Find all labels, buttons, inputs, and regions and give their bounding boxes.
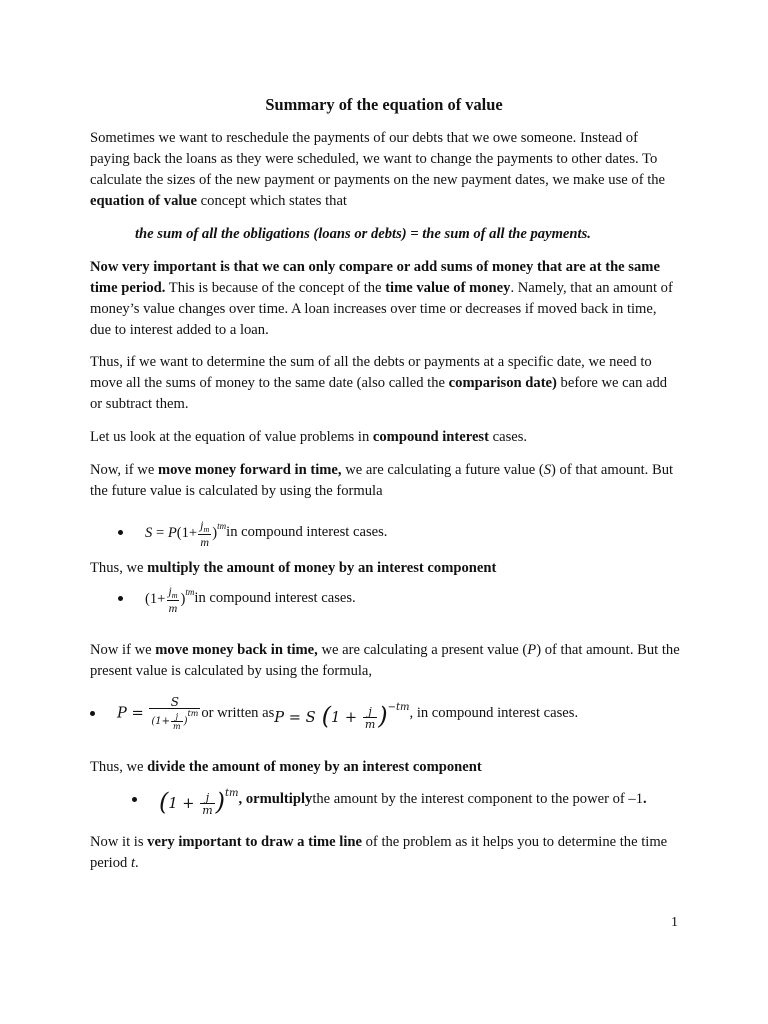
equation-of-value-statement: the sum of all the obligations (loans or debts) = the sum of all the payments.	[135, 226, 591, 242]
present-value-formula-bullet: P = S (1+ $\frac{j}{m}$ )$^{tm}$ or written as P = S (1 + $\frac{j}{m}$ )$^{-tm}$ , in compound interest cases.	[90, 696, 578, 731]
future-value-formula-bullet: S = P(1+ $\frac{j_m}{m}$ )$^{tm}$ in compound interest cases.	[118, 516, 387, 548]
divide-formula-bullet: (1 + $\frac{j}{m}$ )$^{tm}$ , or multiply the amount by the interest component to the power of –1 .	[132, 783, 647, 816]
compound-interest-paragraph: Let us look at the equation of value problems in compound interest cases.	[90, 429, 528, 445]
bullet-dot	[118, 530, 123, 535]
intro-paragraph: Sometimes we want to reschedule the payments of our debts that we owe someone. Instead of paying back the loans as they were scheduled, we want to change the payments to other dates. To calculate the sizes of the new payment or payments on the new payment dates, we make use of the equation of value concept which states that	[90, 130, 666, 209]
present-value-formula-alt: P = S (1 + $\frac{j}{m}$ )$^{-tm}$	[274, 701, 410, 731]
bullet-dot	[132, 797, 137, 802]
multiply-paragraph: Thus, we multiply the amount of money by an interest component	[90, 560, 497, 576]
comparison-date-paragraph: Thus, if we want to determine the sum of all the debts or payments at a specific date, we need to move all the sums of money to the same date (also called the comparison date) before we can add or subtract them.	[90, 354, 668, 412]
time-line-paragraph: Now it is very important to draw a time line of the problem as it helps you to determine the time period t.	[90, 834, 668, 871]
present-value-paragraph: Now if we move money back in time, we are calculating a present value (P) of that amount. But the present value is calculated by using the formula,	[90, 642, 680, 679]
future-value-formula: S = P(1+ $\frac{j_m}{m}$ )$^{tm}$	[145, 518, 227, 550]
divide-paragraph: Thus, we divide the amount of money by an interest component	[90, 759, 482, 775]
divide-interest-component-formula: (1 + $\frac{j}{m}$ )$^{tm}$	[159, 788, 239, 817]
bullet-dot	[118, 596, 123, 601]
future-value-paragraph: Now, if we move money forward in time, we are calculating a future value (S) of that amount. But the future value is calculated by using the formula	[90, 462, 674, 499]
page-title: Summary of the equation of value	[265, 95, 503, 114]
interest-component-bullet: (1+ $\frac{j_m}{m}$ )$^{tm}$ in compound interest cases.	[118, 582, 356, 614]
time-value-paragraph: Now very important is that we can only compare or add sums of money that are at the same time period. This is because of the concept of the time value of money. Namely, that an amount of money’s value changes over time. A loan increases over time or decreases if moved back in time, due to interest added to a loan.	[90, 259, 673, 338]
present-value-formula: P = S (1+ $\frac{j}{m}$ )$^{tm}$	[117, 695, 199, 731]
interest-component-formula: (1+ $\frac{j_m}{m}$ )$^{tm}$	[145, 584, 195, 616]
page-number: 1	[671, 915, 678, 930]
bullet-dot	[90, 711, 95, 716]
